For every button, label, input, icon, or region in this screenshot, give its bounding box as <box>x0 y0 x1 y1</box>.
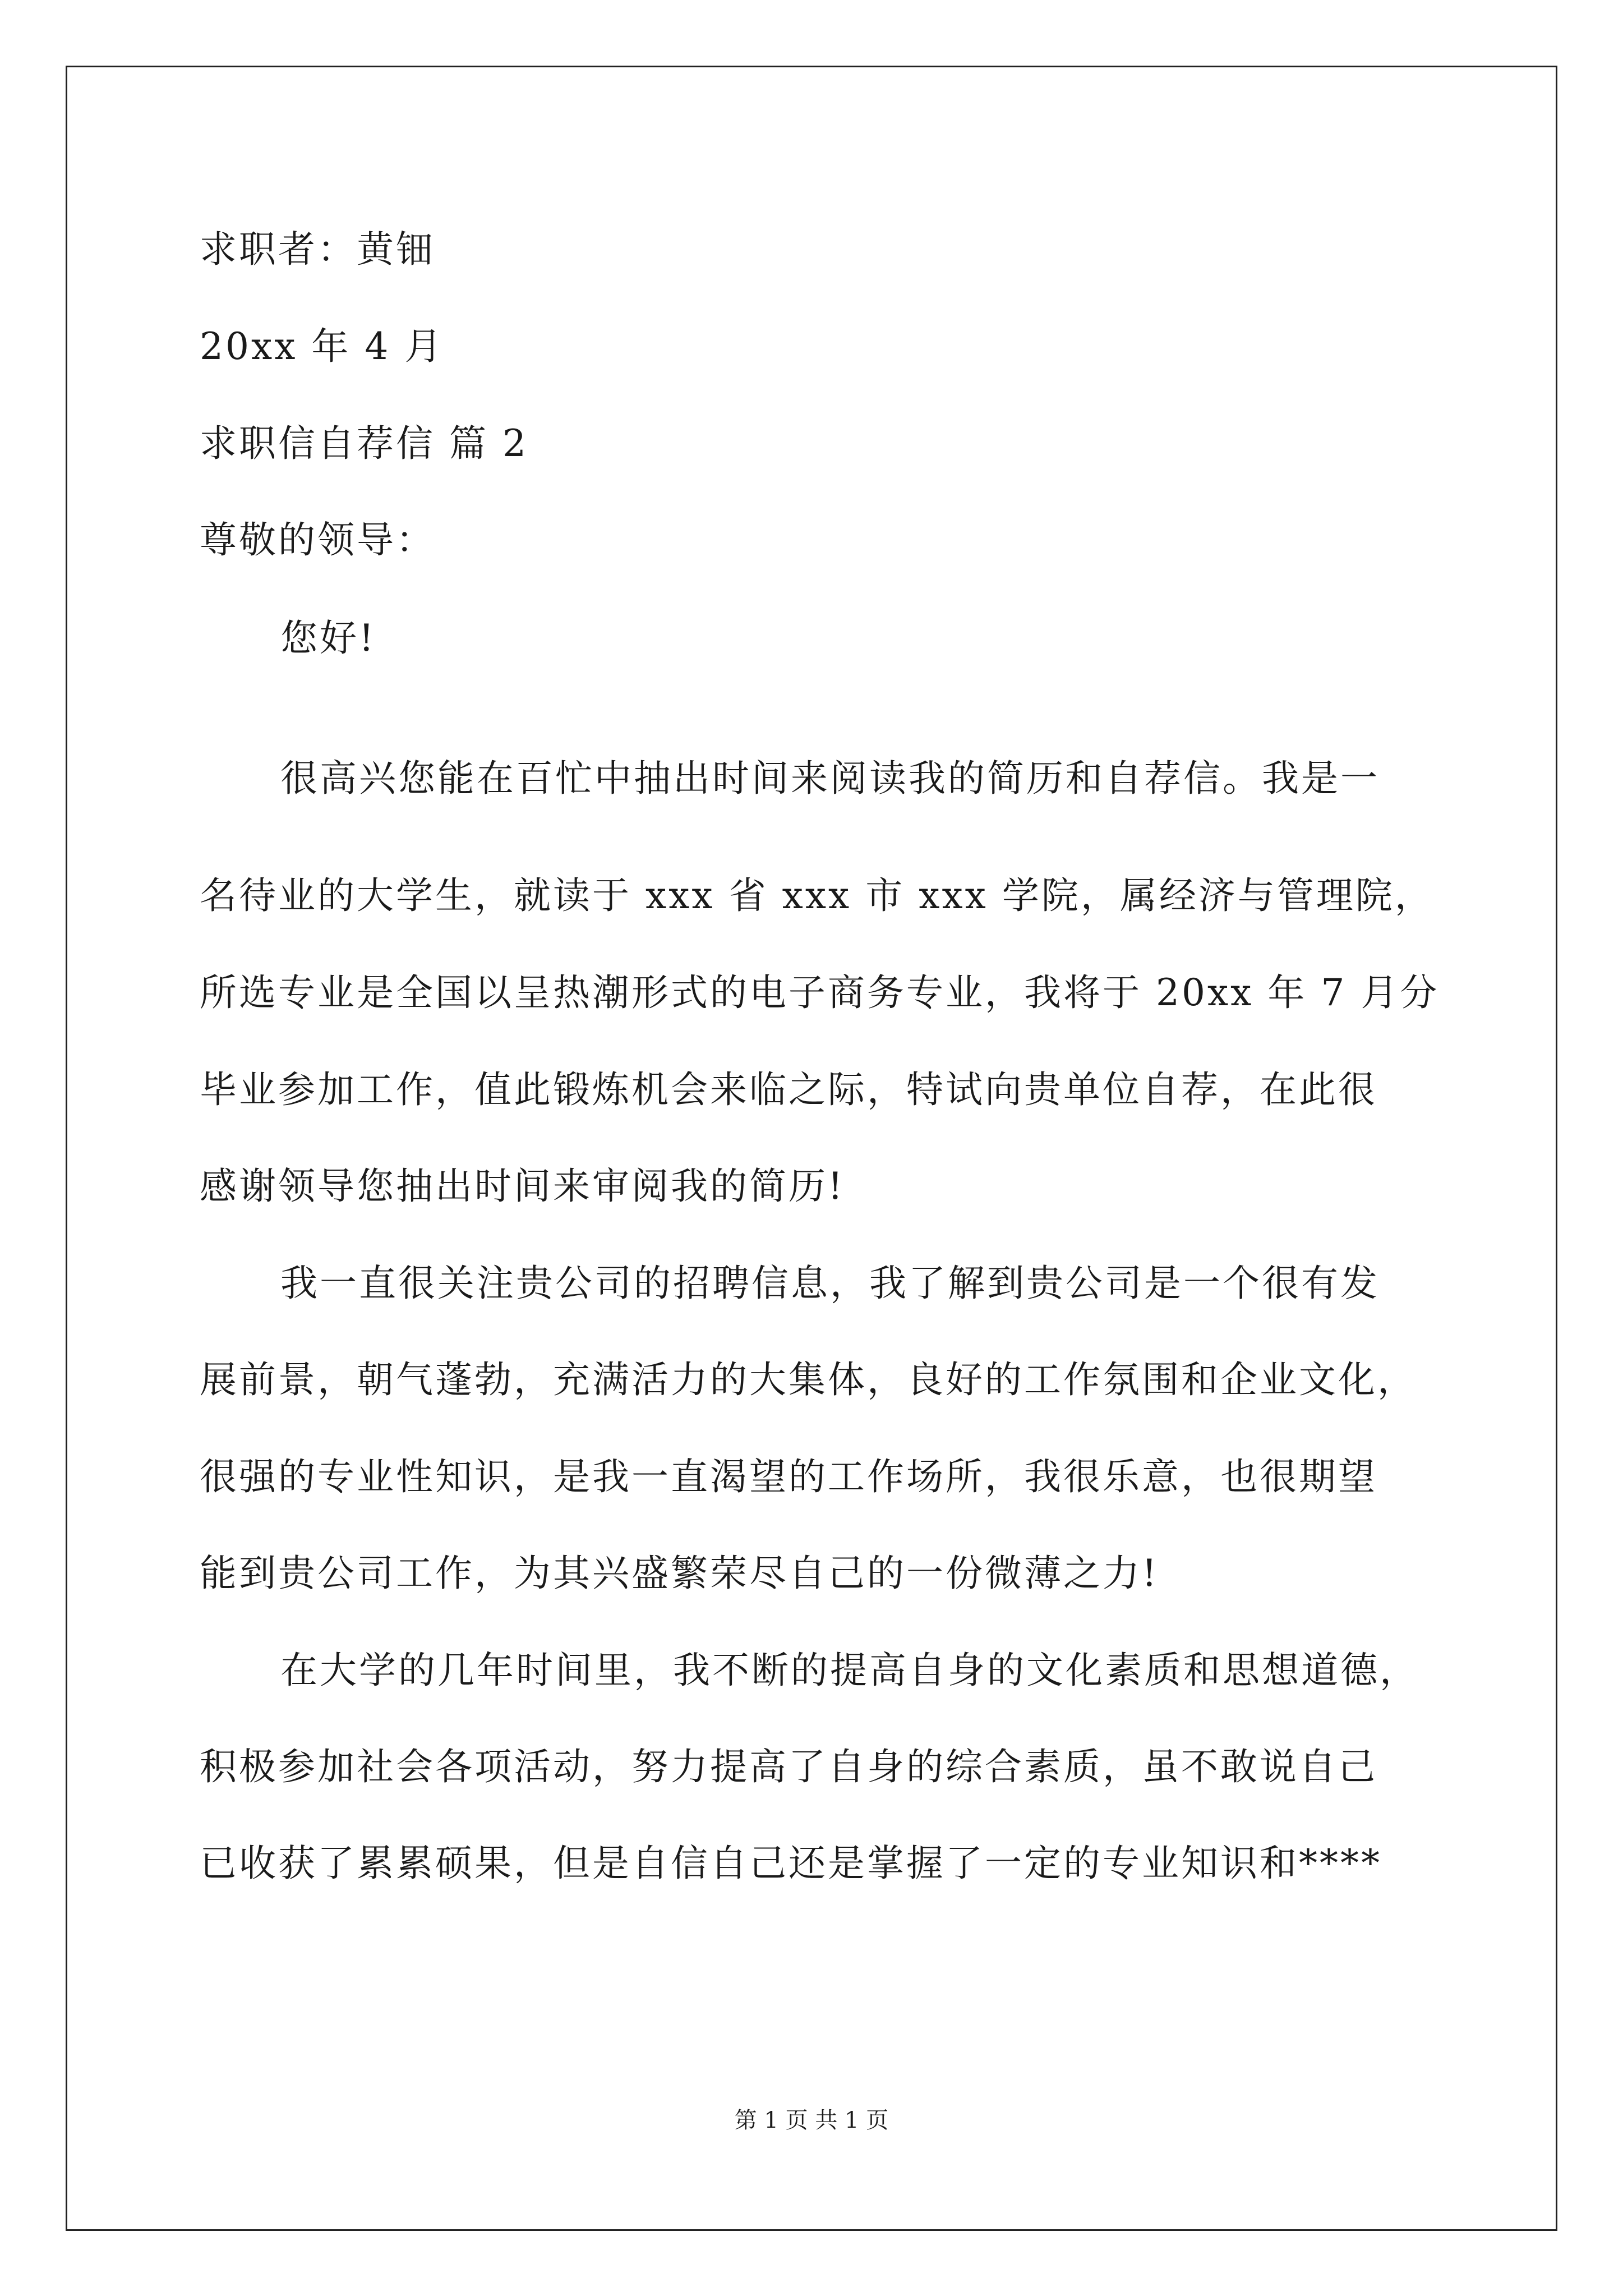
paragraph1-line: 所选专业是全国以呈热潮形式的电子商务专业，我将于 20xx 年 7 月分 <box>200 971 1440 1014</box>
paragraph1-line: 毕业参加工作，值此锻炼机会来临之际，特试向贵单位自荐，在此很 <box>200 1068 1377 1111</box>
paragraph2-line: 我一直很关注贵公司的招聘信息，我了解到贵公司是一个很有发 <box>280 1262 1380 1305</box>
paragraph1-line: 很高兴您能在百忙中抽出时间来阅读我的简历和自荐信。我是一 <box>280 757 1380 800</box>
paragraph3-line: 在大学的几年时间里，我不断的提高自身的文化素质和思想道德， <box>280 1649 1419 1692</box>
paragraph2-line: 能到贵公司工作，为其兴盛繁荣尽自己的一份微薄之力! <box>200 1552 1159 1595</box>
paragraph1-line: 感谢领导您抽出时间来审阅我的简历! <box>200 1165 845 1208</box>
page-border <box>66 66 1557 2231</box>
paragraph1-line: 名待业的大学生，就读于 xxx 省 xxx 市 xxx 学院，属经济与管理院， <box>200 874 1434 917</box>
paragraph3-line: 积极参加社会各项活动，努力提高了自身的综合素质，虽不敢说自己 <box>200 1745 1377 1788</box>
section-title: 求职信自荐信 篇 2 <box>200 422 528 465</box>
paragraph2-line: 展前景，朝气蓬勃，充满活力的大集体，良好的工作氛围和企业文化， <box>200 1358 1417 1401</box>
greeting: 您好! <box>280 616 376 660</box>
paragraph2-line: 很强的专业性知识，是我一直渴望的工作场所，我很乐意，也很期望 <box>200 1455 1377 1498</box>
page-number-footer: 第 1 页 共 1 页 <box>734 2108 889 2133</box>
date-line: 20xx 年 4 月 <box>200 325 444 368</box>
salutation: 尊敬的领导： <box>200 518 435 562</box>
applicant-line: 求职者：黄钿 <box>200 228 435 271</box>
paragraph3-line: 已收获了累累硕果，但是自信自己还是掌握了一定的专业知识和**** <box>200 1842 1382 1885</box>
